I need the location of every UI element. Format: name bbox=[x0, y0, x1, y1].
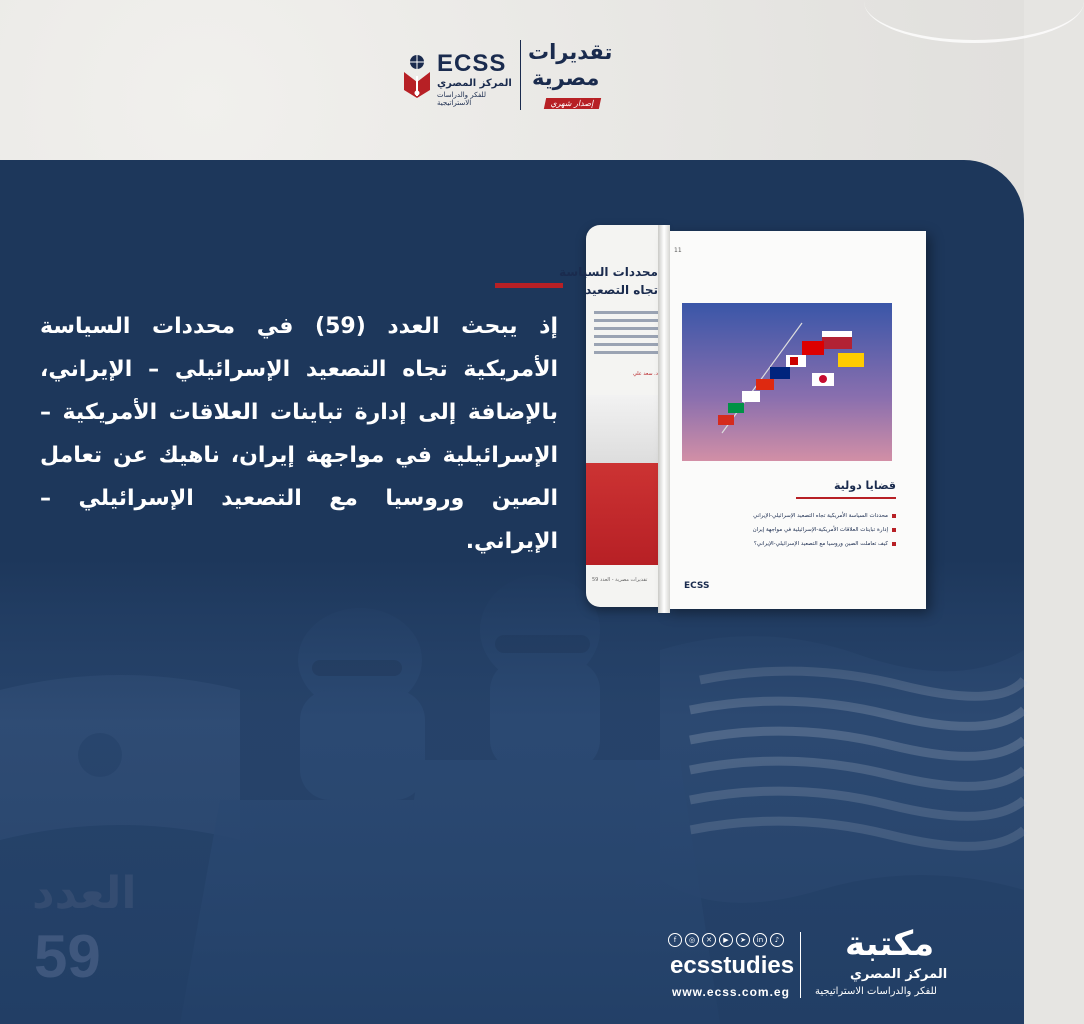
bullet-icon bbox=[892, 542, 896, 546]
issue-watermark-number: 59 bbox=[34, 923, 101, 990]
right-page-section-title: قضايا دولية bbox=[833, 479, 896, 492]
series-title-line2: مصرية bbox=[532, 66, 600, 90]
instagram-icon[interactable]: ◎ bbox=[685, 933, 699, 947]
website-link[interactable]: www.ecss.com.eg bbox=[672, 985, 790, 999]
tiktok-icon[interactable]: ♪ bbox=[770, 933, 784, 947]
ecss-arabic-subtitle: للفكر والدراسات الاستراتيجية bbox=[437, 91, 486, 107]
magazine-mockup bbox=[559, 225, 931, 615]
toc-item-text: كيف تعاملت الصين وروسيا مع التصعيد الإسرائيلي-الإيراني؟ bbox=[753, 541, 888, 547]
left-page-title-line2: تجاه التصعيد bbox=[585, 283, 658, 297]
toc-item-3 bbox=[754, 541, 896, 547]
social-icons-row bbox=[668, 933, 787, 949]
flags-photo bbox=[682, 303, 892, 461]
accent-bar bbox=[495, 283, 563, 288]
magazine-spine bbox=[658, 225, 670, 613]
youtube-icon[interactable]: ▶ bbox=[719, 933, 733, 947]
telegram-icon[interactable]: ➤ bbox=[736, 933, 750, 947]
toc-item-text: إدارة تباينات العلاقات الأمريكية-الإسرائيلية في مواجهة إيران bbox=[752, 527, 888, 533]
facebook-icon[interactable]: f bbox=[668, 933, 682, 947]
corner-decoration bbox=[864, 0, 1084, 43]
series-badge: إصدار شهري bbox=[544, 98, 601, 109]
right-page-number: 11 bbox=[674, 247, 682, 254]
left-page-author: د. سعد علي bbox=[632, 371, 658, 377]
header-logos bbox=[402, 40, 642, 112]
toc-item-text: محددات السياسة الأمريكية تجاه التصعيد الإسرائيلي-الإيراني bbox=[753, 513, 888, 519]
iran-flag-image bbox=[586, 395, 664, 565]
bullet-icon bbox=[892, 514, 896, 518]
footer-divider bbox=[800, 932, 801, 998]
ecss-wordmark: ECSS bbox=[437, 50, 507, 77]
linkedin-icon[interactable]: in bbox=[753, 933, 767, 947]
social-handle[interactable]: ecsstudies bbox=[670, 952, 795, 979]
left-page-title-line1: محددات السياسة bbox=[559, 265, 658, 279]
left-page-footer: تقديرات مصرية - العدد 59 bbox=[592, 577, 648, 583]
library-tagline: للفكر والدراسات الاستراتيجية bbox=[815, 986, 937, 997]
library-subtitle: المركز المصري bbox=[850, 967, 948, 982]
issue-watermark-word: العدد bbox=[32, 868, 137, 919]
bullet-icon bbox=[892, 528, 896, 532]
right-page-footer-logo: ECSS bbox=[684, 581, 710, 591]
magazine-right-page bbox=[664, 231, 926, 609]
main-description-text: إذ يبحث العدد (59) في محددات السياسة الأمريكية تجاه التصعيد الإسرائيلي – الإيراني، بالإضافة إلى إدارة تباينات العلاقات الأمريكية – الإسرائيلية في مواجهة إيران، ناهيك عن تعامل الصين وروسيا مع التصعيد الإسرائيلي – الإيراني. bbox=[40, 314, 558, 554]
toc-item-2 bbox=[753, 527, 896, 533]
library-title: مكتبة bbox=[845, 924, 935, 964]
magazine-left-page bbox=[559, 225, 664, 607]
ecss-arabic-name: المركز المصري bbox=[437, 78, 512, 89]
ecss-logo bbox=[402, 46, 512, 110]
x-icon[interactable]: ✕ bbox=[702, 933, 716, 947]
toc-item-1 bbox=[753, 513, 896, 519]
ecss-emblem-icon bbox=[402, 52, 432, 100]
section-title-underline bbox=[796, 497, 896, 499]
series-title-line1: تقديرات bbox=[528, 40, 613, 64]
header-divider bbox=[520, 40, 521, 110]
left-page-text-lines bbox=[594, 311, 658, 359]
